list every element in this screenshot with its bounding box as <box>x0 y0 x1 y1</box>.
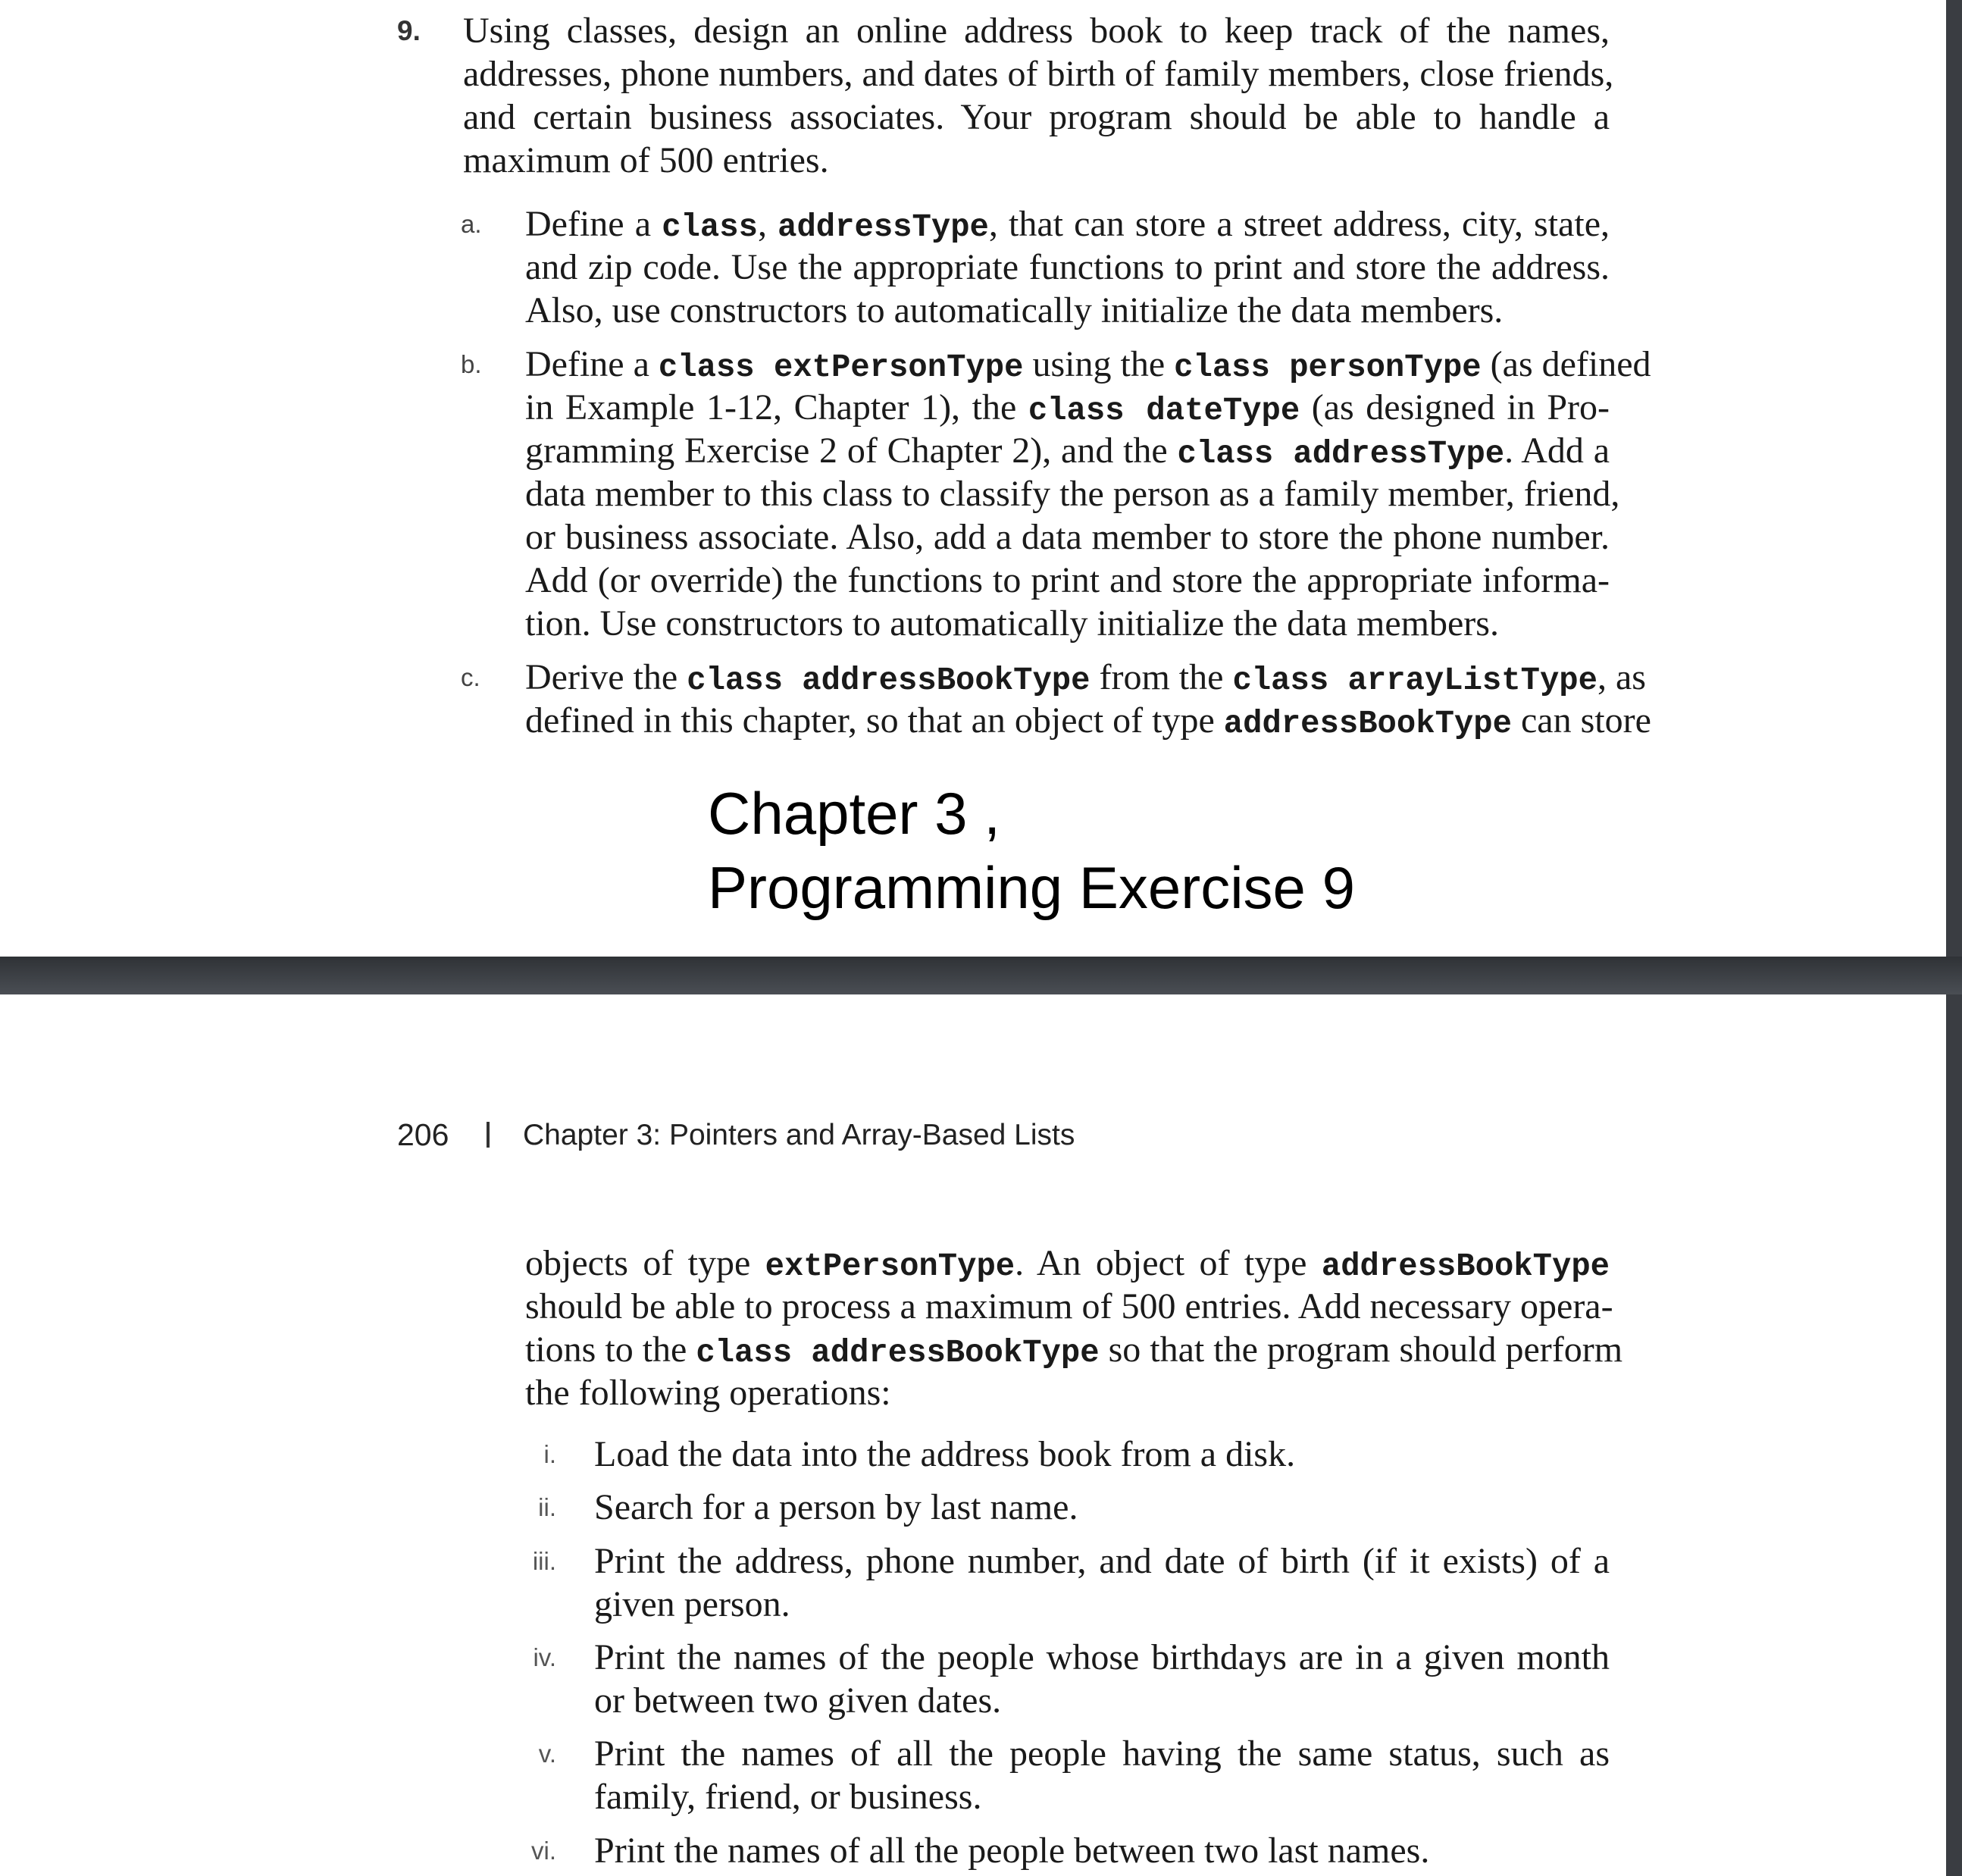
exercise-number: 9. <box>397 15 421 46</box>
page-separator <box>0 957 1962 994</box>
header-divider <box>487 1122 490 1148</box>
intro-line: and certain business associates. Your program should be able to handle a <box>463 97 1610 137</box>
page-number: 206 <box>397 1117 449 1152</box>
part-a-line: Define a class, addressType, that can store a street address, city, state, <box>525 204 1610 246</box>
operation-marker: vi. <box>531 1837 556 1865</box>
part-b-line: tion. Use constructors to automatically initialize the data members. <box>525 603 1499 644</box>
operation-text: Print the names of all the people having the same status, such as <box>594 1733 1610 1774</box>
part-c-line: Derive the class addressBookType from the class arrayListType, as <box>525 657 1646 699</box>
part-b-line: data member to this class to classify the person as a family member, friend, <box>525 474 1620 514</box>
operation-text: Search for a person by last name. <box>594 1487 1078 1527</box>
part-c-line: defined in this chapter, so that an object of type addressBookType can store <box>525 700 1651 742</box>
running-header-title: Chapter 3: Pointers and Array-Based Lists <box>523 1119 1075 1151</box>
continuation-line: tions to the class addressBookType so that the program should perform <box>525 1329 1623 1371</box>
part-b-line: in Example 1-12, Chapter 1), the class dateType (as designed in Pro- <box>525 387 1610 429</box>
part-c-marker: c. <box>461 663 480 691</box>
intro-line: addresses, phone numbers, and dates of birth of family members, close friends, <box>463 54 1614 94</box>
continuation-line: should be able to process a maximum of 500 entries. Add necessary opera- <box>525 1286 1613 1326</box>
operation-text: or between two given dates. <box>594 1680 1002 1721</box>
viewer-edge-shadow <box>1946 0 1962 1876</box>
part-a-line: and zip code. Use the appropriate functions to print and store the address. <box>525 247 1610 287</box>
part-b-line: Add (or override) the functions to print and store the appropriate informa- <box>525 560 1610 600</box>
intro-line: maximum of 500 entries. <box>463 140 829 180</box>
part-b-line: or business associate. Also, add a data member to store the phone number. <box>525 517 1610 557</box>
operation-marker: ii. <box>538 1493 556 1521</box>
part-a-line: Also, use constructors to automatically initialize the data members. <box>525 290 1504 330</box>
part-b-line: Define a class extPersonType using the class personType (as defined <box>525 344 1651 386</box>
operation-text: family, friend, or business. <box>594 1777 982 1817</box>
operation-text: Load the data into the address book from a disk. <box>594 1434 1296 1474</box>
overlay-chapter-label: Chapter 3 , <box>708 780 1000 847</box>
operation-text: Print the names of all the people between two last names. <box>594 1831 1430 1871</box>
part-a-marker: a. <box>461 210 482 238</box>
continuation-line: the following operations: <box>525 1373 891 1413</box>
intro-line: Using classes, design an online address book to keep track of the names, <box>463 11 1610 51</box>
part-b-marker: b. <box>461 350 482 378</box>
operation-text: given person. <box>594 1584 790 1624</box>
operation-text: Print the address, phone number, and date of birth (if it exists) of a <box>594 1541 1610 1581</box>
operation-marker: v. <box>538 1740 556 1768</box>
overlay-exercise-label: Programming Exercise 9 <box>708 854 1355 921</box>
operation-marker: iv. <box>533 1643 556 1671</box>
continuation-line: objects of type extPersonType. An object of type addressBookType <box>525 1243 1610 1285</box>
operation-text: Print the names of the people whose birthdays are in a given month <box>594 1637 1610 1677</box>
operation-marker: iii. <box>532 1547 556 1575</box>
operation-marker: i. <box>543 1440 556 1468</box>
part-b-line: gramming Exercise 2 of Chapter 2), and the class addressType. Add a <box>525 431 1610 472</box>
